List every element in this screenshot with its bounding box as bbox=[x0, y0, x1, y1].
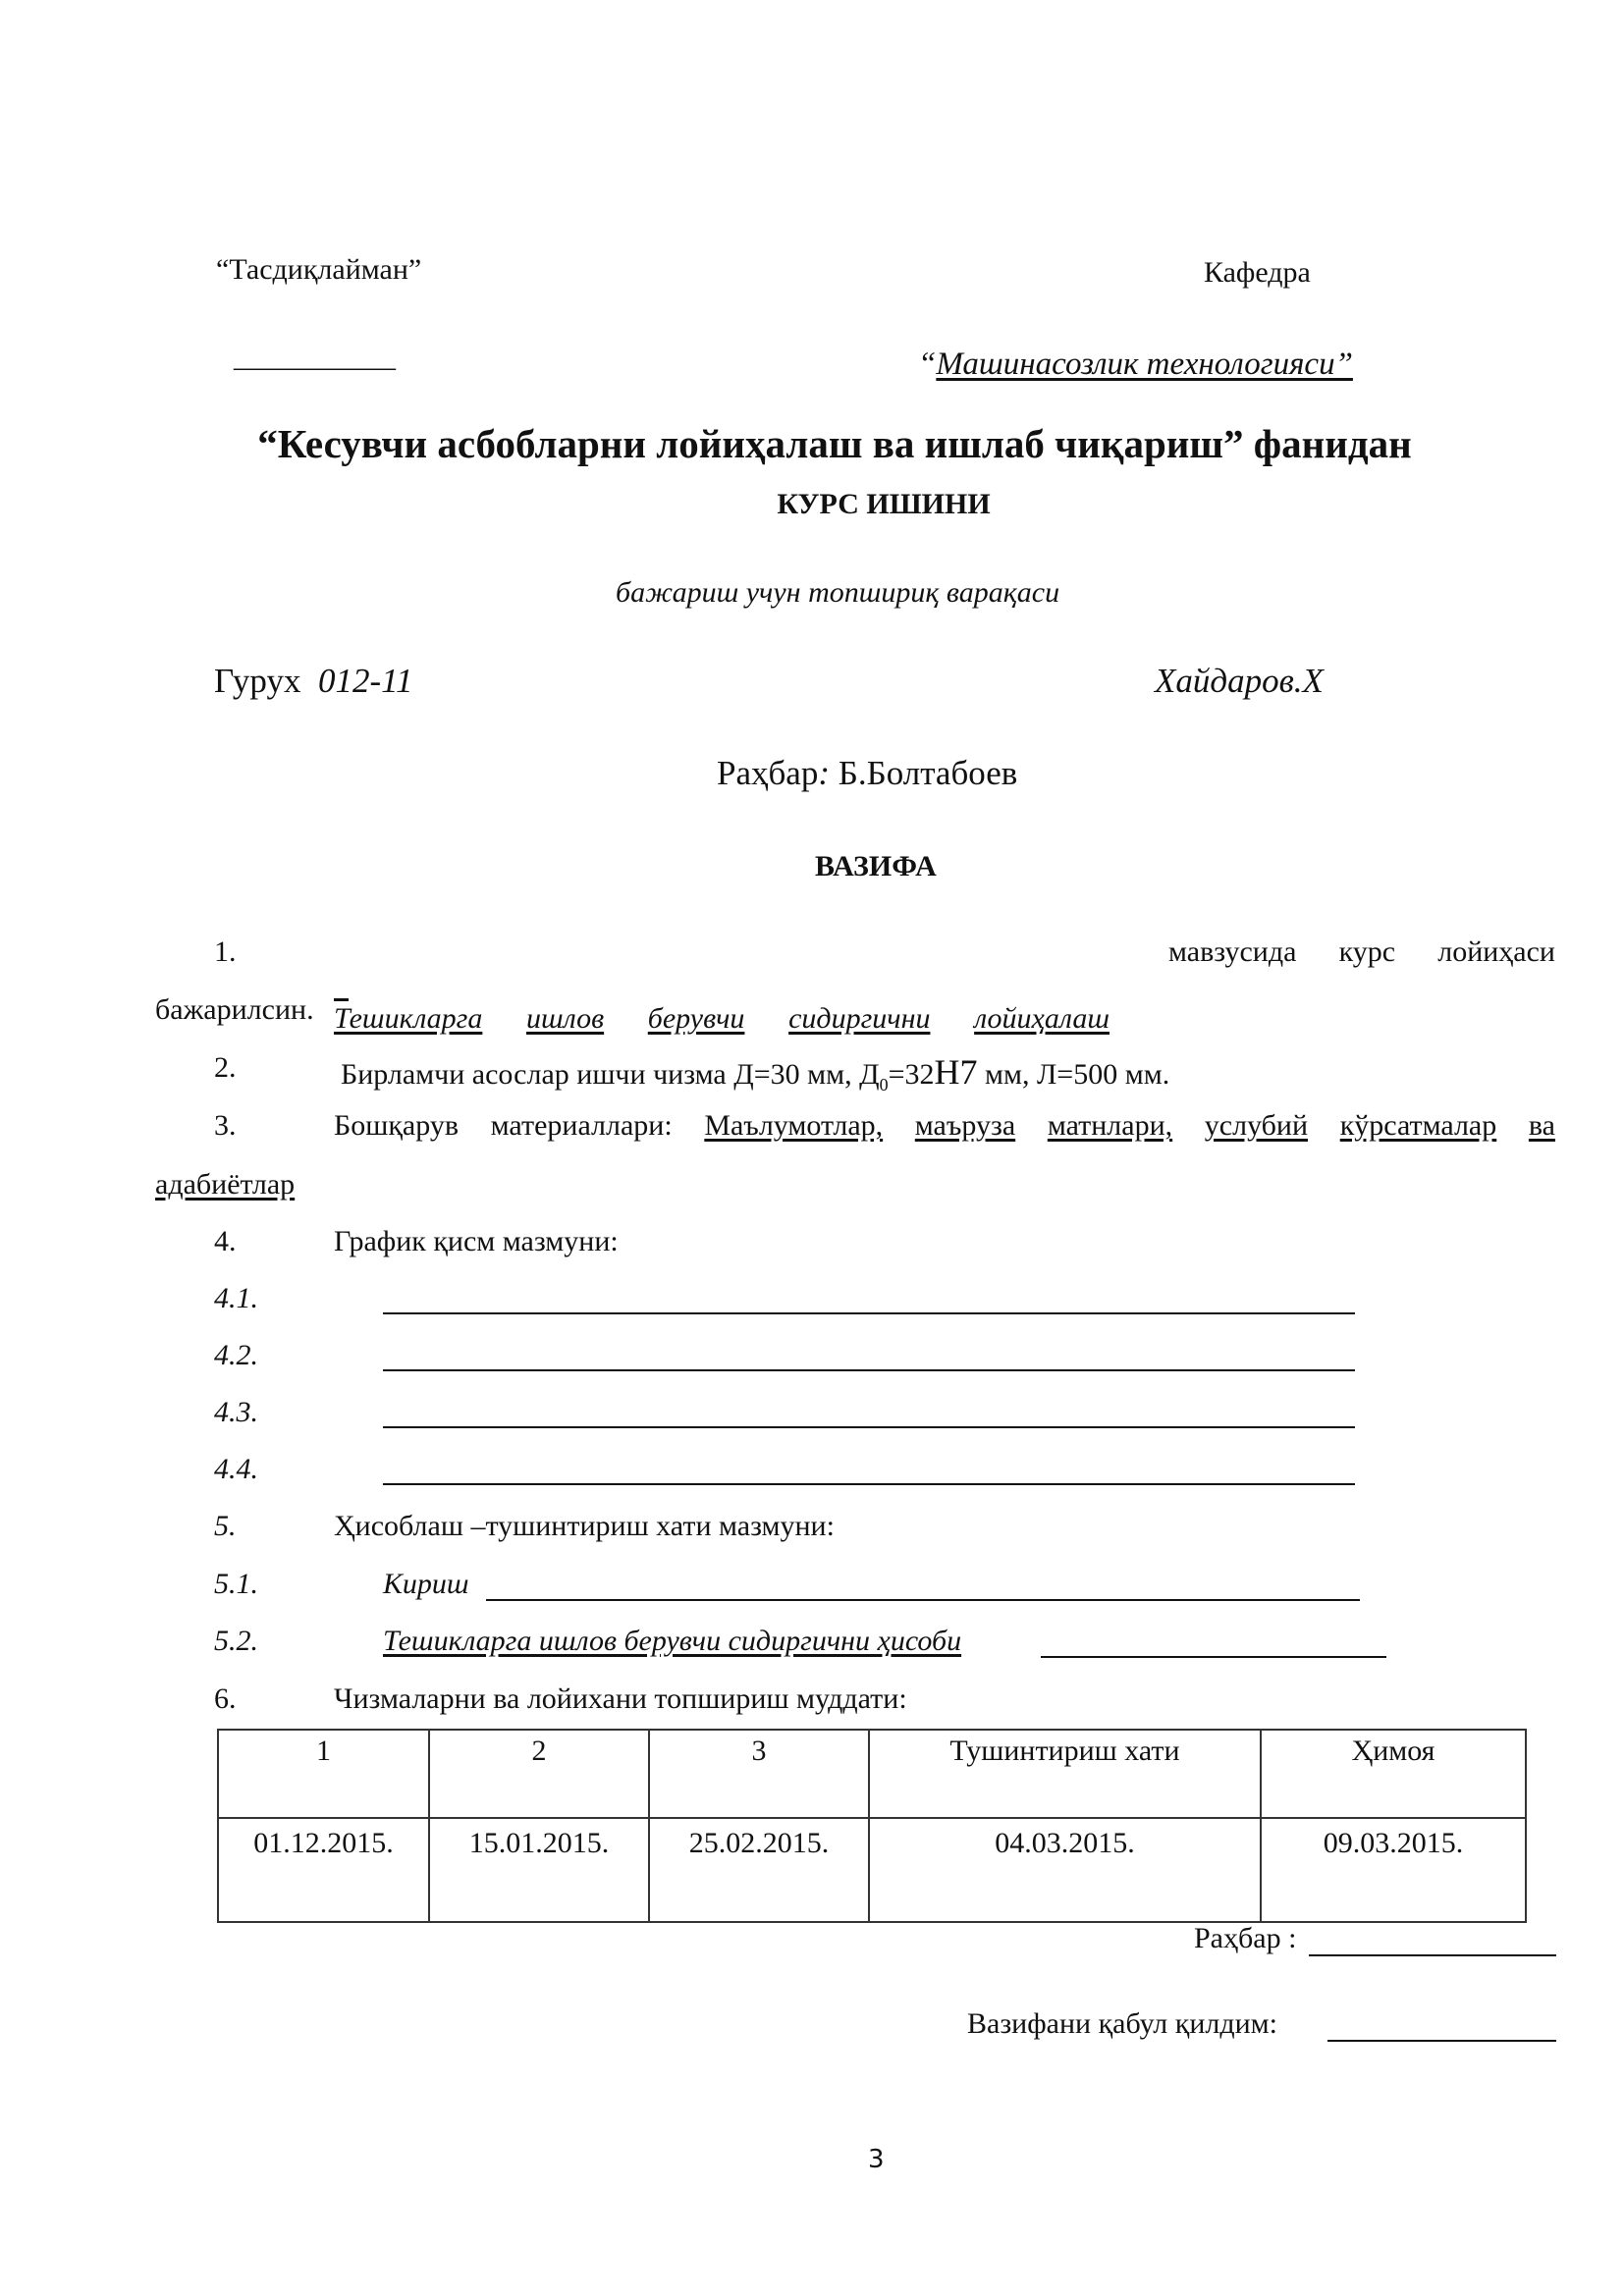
item1-word: лойиҳаси bbox=[1437, 935, 1555, 968]
supervisor-row bbox=[717, 754, 1017, 793]
deadline-table-header-cell: 2 bbox=[429, 1730, 649, 1818]
deadline-table bbox=[217, 1729, 1527, 1923]
item3-material-word: кўрсатмалар bbox=[1339, 1109, 1497, 1142]
item5-2-number: 5.2. bbox=[214, 1625, 258, 1657]
supervisor-name: Б.Болтабоев bbox=[838, 754, 1018, 792]
supervisor-signature-line[interactable] bbox=[1309, 1953, 1556, 1956]
item3-material-word: ва bbox=[1528, 1109, 1555, 1142]
item2-text-b: =32 bbox=[888, 1058, 935, 1091]
item3-label-word: Бошқарув bbox=[334, 1109, 459, 1142]
deadline-table-header-cell: 3 bbox=[649, 1730, 869, 1818]
deadline-table-header-row bbox=[218, 1730, 1526, 1818]
deadline-date-cell: 01.12.2015. bbox=[218, 1818, 429, 1922]
item2-number: 2. bbox=[214, 1051, 237, 1084]
item3-number: 3. bbox=[214, 1109, 237, 1142]
deadline-date-cell: 09.03.2015. bbox=[1261, 1818, 1526, 1922]
kafedra-label: Кафедра bbox=[1204, 256, 1311, 289]
item1-continuation: бажарилсин. bbox=[155, 993, 314, 1026]
item1-topic-word: лойиҳалаш bbox=[974, 1002, 1110, 1035]
item5-1-blank-line[interactable] bbox=[486, 1598, 1360, 1601]
supervisor-label: Раҳбар bbox=[717, 754, 819, 792]
kafedra-name bbox=[918, 347, 1353, 383]
item1-topic-word: сидиргични bbox=[788, 1002, 931, 1035]
item4-2-number: 4.2. bbox=[214, 1339, 258, 1371]
group-row bbox=[214, 662, 413, 701]
approve-label: “Тасдиқлайман” bbox=[216, 253, 422, 286]
item4-4-blank-line[interactable] bbox=[383, 1482, 1355, 1485]
accepted-signature-label: Вазифани қабул қилдим: bbox=[967, 2007, 1277, 2040]
item1-number: 1. bbox=[214, 935, 237, 968]
item4-4-number: 4.4. bbox=[214, 1453, 258, 1485]
item5-1-text: Кириш bbox=[383, 1568, 469, 1600]
item4-3-number: 4.3. bbox=[214, 1396, 258, 1428]
page-number: 3 bbox=[868, 2145, 885, 2174]
task-sheet-caption: бажариш учун топшириқ варақаси bbox=[616, 576, 1060, 609]
item2-subscript: 0 bbox=[879, 1075, 889, 1095]
item4-number: 4. bbox=[214, 1225, 237, 1257]
deadline-date-cell: 15.01.2015. bbox=[429, 1818, 649, 1922]
item1-topic-word: ишлов bbox=[526, 1002, 605, 1035]
deadline-table-row bbox=[218, 1818, 1526, 1922]
deadline-date-cell: 04.03.2015. bbox=[869, 1818, 1261, 1922]
deadline-table-header-cell: Тушинтириш хати bbox=[869, 1730, 1261, 1818]
item2-text bbox=[341, 1051, 1169, 1095]
item2-text-c: мм, Л=500 мм. bbox=[977, 1058, 1170, 1091]
item1-topic-word: берувчи bbox=[647, 1002, 745, 1035]
item6-text: Чизмаларни ва лойихани топшириш муддати: bbox=[334, 1682, 907, 1715]
item3-continuation: адабиётлар bbox=[155, 1168, 296, 1201]
item1-tail bbox=[1168, 935, 1555, 969]
item2-tolerance: Н7 bbox=[934, 1052, 978, 1092]
item3-material-word: маъруза bbox=[914, 1109, 1016, 1142]
item3-material-word: матнлари, bbox=[1047, 1109, 1173, 1142]
item5-text: Ҳисоблаш –тушинтириш хати мазмуни: bbox=[334, 1510, 835, 1542]
kafedra-name-text: Машинасозлик технологияси” bbox=[936, 347, 1353, 382]
course-title: “Кесувчи асбобларни лойиҳалаш ва ишлаб чиқариш” фанидан bbox=[257, 421, 1412, 466]
item3-material-word: услубий bbox=[1204, 1109, 1309, 1142]
group-value: 012-11 bbox=[317, 662, 413, 700]
item4-1-blank-line[interactable] bbox=[383, 1311, 1355, 1314]
item1-word: мавзусида bbox=[1168, 935, 1297, 968]
item4-3-blank-line[interactable] bbox=[383, 1425, 1355, 1428]
supervisor-colon: : bbox=[818, 754, 830, 792]
item5-number: 5. bbox=[214, 1510, 237, 1542]
accepted-signature-line[interactable] bbox=[1327, 2039, 1556, 2042]
approve-signature-line: ___________ bbox=[234, 341, 396, 373]
item2-text-a: Бирламчи асослар ишчи чизма Д=30 мм, Д bbox=[341, 1058, 880, 1091]
task-heading: ВАЗИФА bbox=[815, 850, 937, 882]
item3-label-word: материаллари: bbox=[490, 1109, 673, 1142]
item1-topic-text bbox=[334, 1002, 1110, 1036]
item4-text: График қисм мазмуни: bbox=[334, 1225, 619, 1257]
item4-1-number: 4.1. bbox=[214, 1282, 258, 1314]
item6-number: 6. bbox=[214, 1682, 237, 1715]
item5-2-text: Тешикларга ишлов берувчи сидиргични ҳисоби bbox=[383, 1625, 962, 1657]
supervisor-signature-label: Раҳбар : bbox=[1194, 1922, 1297, 1954]
deadline-table-header-cell: 1 bbox=[218, 1730, 429, 1818]
student-name: Хайдаров.Х bbox=[1155, 662, 1324, 700]
item1-topic-word: Тешикларга bbox=[334, 1002, 483, 1035]
item3-material-word: Маълумотлар, bbox=[704, 1109, 884, 1142]
deadline-table-header-cell: Ҳимоя bbox=[1261, 1730, 1526, 1818]
item1-word: курс bbox=[1338, 935, 1396, 968]
course-work-subtitle: КУРС ИШИНИ bbox=[777, 488, 991, 520]
item4-2-blank-line[interactable] bbox=[383, 1368, 1355, 1371]
deadline-date-cell: 25.02.2015. bbox=[649, 1818, 869, 1922]
group-label: Гурух bbox=[214, 662, 301, 700]
kafedra-name-quote: “ bbox=[918, 347, 937, 382]
item5-2-blank-line[interactable] bbox=[1041, 1655, 1386, 1658]
item1-topic bbox=[334, 935, 1123, 1069]
item5-1-number: 5.1. bbox=[214, 1568, 258, 1600]
item3-line bbox=[334, 1109, 1555, 1143]
